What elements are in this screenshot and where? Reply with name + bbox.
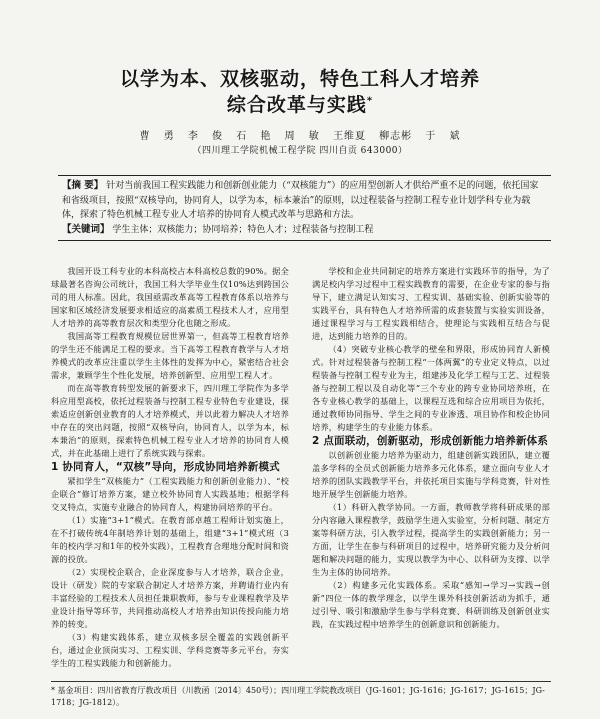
paper-title-line2-text: 综合改革与实践 — [226, 94, 367, 116]
title-footnote-mark: * — [366, 95, 374, 107]
author-list: 曹 勇 李 俊 石 艳 周 敏 王维夏 柳志彬 于 斌 — [139, 131, 461, 142]
paragraph: 紧扣学生“双核能力”（工程实践能力和创新创业能力）、“校企联合”修订培养方案，建立校外协同育人实践基地；根据学科交叉特点，实施专业融合的协同育人，构建协同培养的平台。 — [51, 476, 289, 512]
author-affiliation: （四川理工学院机械工程学院 四川自贡 643000） — [192, 146, 408, 156]
paragraph: （1）科研入教学协同。一方面，教师教学将科研成果的部分内容融入课程教学，鼓励学生进入实验室，分析问题、制定方案等科研方法，引入教学过程，提高学生的实践创新能力；另一方面，让学生在参与科研项目的过程中，培养研究能力及分析问题和解决问题的能力，实现以教学为中心、以科研为支撑、以学生为主体的协同培养。 — [312, 502, 550, 577]
section-heading-1: 1 协同育人，“双核”导向，形成协同培养新模式 — [51, 461, 280, 473]
paragraph: 我国高等工程教育规模位居世界第一，但高等工程教育培养的学生还不能满足工程的要求。当下高等工程教育教学与人才培养模式的改革应注重以学生主体性的发挥为中心，紧密结合社会需求，兼顾学生个性化发展，培养创新型、应用型工程人才。 — [51, 331, 289, 380]
paragraph: 以创新创业能力培养为驱动力，组建创新实践团队，建立覆盖多学科的全员式创新能力培养多元化体系，建立面向专业人才培养的团队实践教学平台，并依托项目实施与学科竞赛，针对性地开展学生创新能力培养。 — [312, 450, 550, 499]
paragraph: 而在高等教育转型发展的新要求下，四川理工学院作为多学科应用型高校，依托过程装备与控制工程专业特色专业建设，探索适应创新创业教育的人才培养模式，并以此着力解决人才培养中存在的突出问题，按照“双核导向，协同育人，以学为本，标本兼治”的原则，探索特色机械工程专业人才培养的协同育人模式，并在此基础上进行了系统实践与探索。 — [51, 383, 289, 458]
keywords-text: 学生主体；双核能力；协同培养；特色人才；过程装备与控制工程 — [112, 224, 374, 235]
paragraph: 我国开设工科专业的本科高校占本科高校总数的90%。据全球最著名咨询公司统计，我国工科大学毕业生仅10%达到跨国公司的用人标准。因此，我国亟需改革高等工程教育体系以培养与国家和区域经济发展要求相适应的高素质工程技术人才，应用型人才培养的高等教育层次和类型分化也随之形成。 — [51, 266, 289, 328]
paragraph: （2）实现校企联合，企业深度参与人才培养，联合企业，设计（研发）院的专家联合制定人才培养方案，并聘请行业内有丰富经验的工程技术人员担任兼职教师，参与专业课程教学及毕业设计指导等环节，共同推动高校人才培养由知识传授向能力培养的转变。 — [51, 567, 289, 629]
body-left-column — [51, 265, 289, 670]
paragraph: （1）实施“3+1”模式。在教育部卓越工程师计划实施上，在不打破传统4年制培养计划的基础上，组建“3+1”模式班（3年的校内学习和1年的校外实践），工程教育合理地分配时间和资源的投放。 — [51, 515, 289, 564]
paper-title-line1: 以学为本、双核驱动，特色工科人才培养 — [119, 68, 480, 90]
keywords-label: 【关键词】 — [62, 223, 110, 235]
abstract-box — [58, 175, 551, 241]
footnote: * 基金项目：四川省教育厅教改项目（川教函〔2014〕450号）；四川理工学院教改项目（JG-1601；JG-1616；JG-1617；JG-1615；JG-1718；JG-1812）。 — [51, 681, 551, 709]
paragraph: （2）构建多元化实践体系。采取“感知→学习→实践→创新”四位一体的教学理念，以学生课外科技创新活动为抓手，通过引导、吸引和激励学生参与学科竞赛、科研训练及创新创业实践，在实践过程中培养学生的创新意识和创新能力。 — [312, 580, 550, 629]
abstract-block — [62, 179, 547, 223]
keywords-block — [62, 223, 547, 238]
paragraph: （3）构建实践体系，建立双核多层全覆盖的实践创新平台，通过企业顶岗实习、工程实训、学科竞赛等多元平台，夯实学生的工程实践能力和创新能力。 — [51, 632, 289, 668]
paper-title-line2 — [0, 90, 600, 117]
abstract-label: 【摘 要】 — [62, 180, 104, 191]
paragraph: 学校和企业共同制定的培养方案进行实践环节的指导，为了满足校内学习过程中工程实践教育的需要，在企业专家的参与指导下，建立满足认知实习、工程实训、基础实验、创新实验等的实践平台，具有特色人才培养所需的成套装置与实验实训设备，通过课程学习与工程实践相结合，使理论与实践相互结合与促进，达到能力培养的目的。 — [312, 266, 550, 341]
abstract-text: 针对当前我国工程实践能力和创新创业能力（“双核能力”）的应用型创新人才供给严重不足的问题，依托国家和省级项目，按照“双核导向，协同育人，以学为本，标本兼治”的原则，以过程装备与控制工程专业计划学科专业为载体，探索了特色机械工程专业人才培养的协同育人模式改革与思路和方法。 — [62, 181, 539, 220]
paragraph: （4）突破专业核心教学的壁垒和界限，形成协同育人新模式。针对过程装备与控制工程“一体两翼”的专业定义特点，以过程装备与控制工程专业为主，组建涉及化学工程与工艺、过程装备与控制工程以及自动化等“三个专业的跨专业协同培养班，在各专业核心教学的基础上，以课程互选和综合应用项目为依托，通过教师协同指导、学生之间的专业渗透、项目协作和校企协同培养，构建学生的专业能力体系。 — [312, 344, 550, 432]
body-right-column — [312, 265, 550, 631]
section-heading-2: 2 点面联动，创新驱动，形成创新能力培养新体系 — [312, 435, 549, 447]
